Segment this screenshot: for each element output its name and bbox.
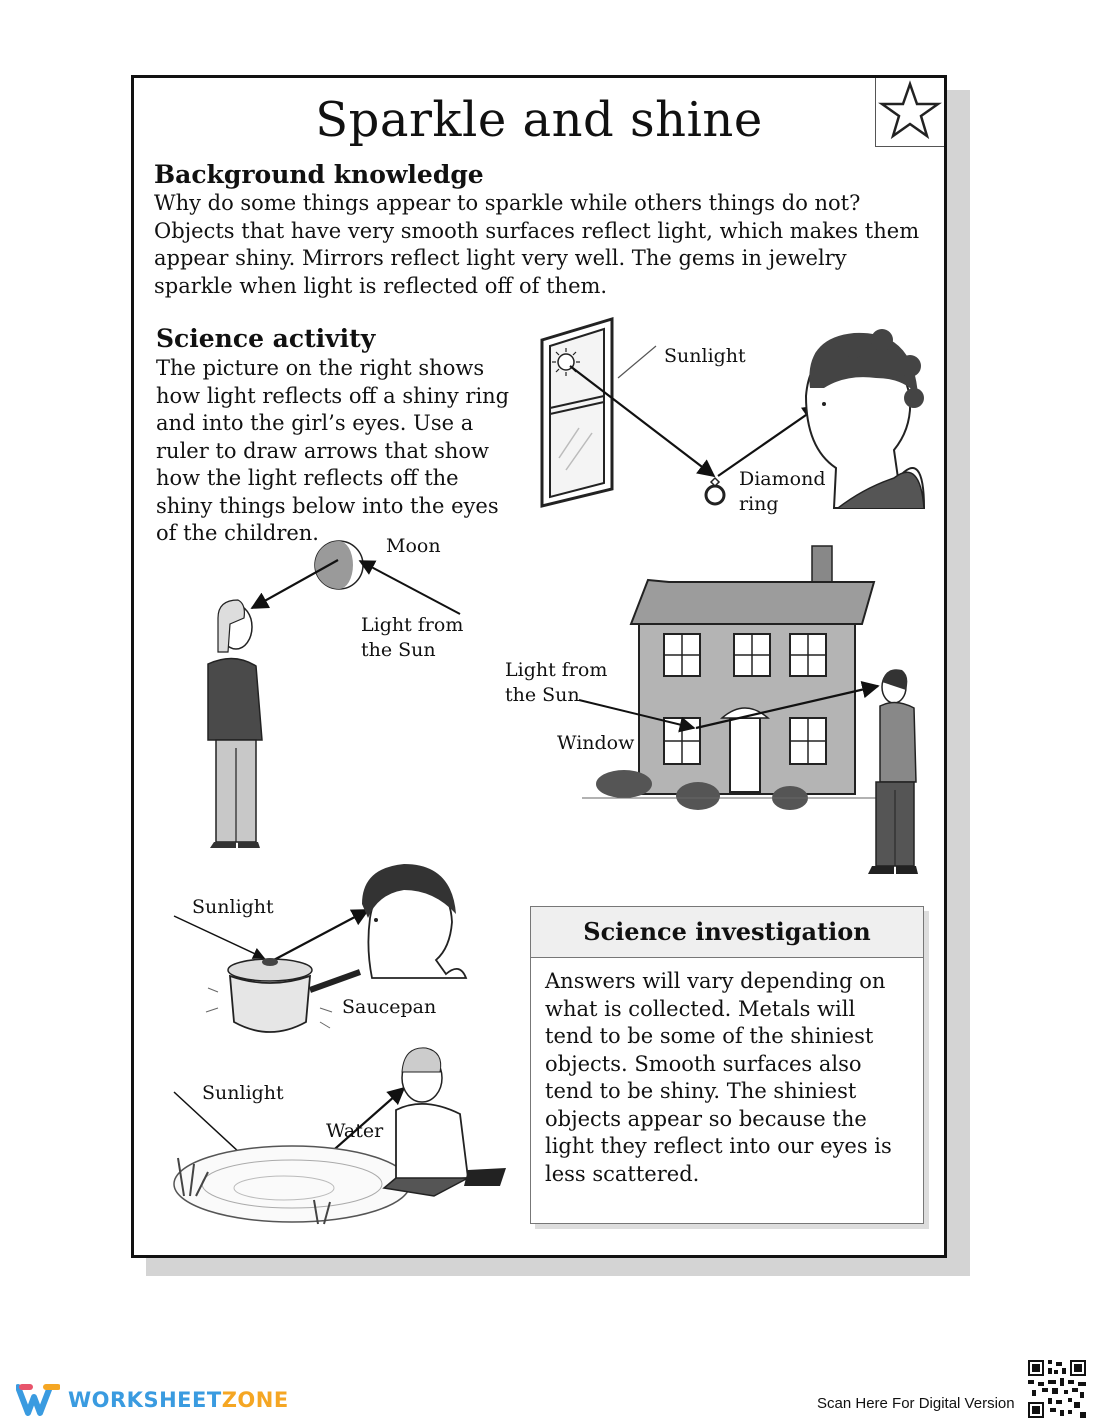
water-pond-drawing — [174, 1146, 410, 1224]
page-title: Sparkle and shine — [315, 92, 763, 148]
investigation-box — [530, 906, 924, 1224]
worksheet-frame — [131, 75, 947, 1258]
moon-drawing — [315, 541, 363, 589]
boy-standing-house-scene — [868, 669, 918, 874]
brand-name — [68, 1388, 289, 1412]
label-saucepan: Saucepan — [342, 996, 437, 1018]
investigation-heading: Science investigation — [531, 907, 923, 958]
worksheetzone-logo-icon — [16, 1383, 60, 1417]
label-diamond-ring: Diamond ring — [739, 468, 826, 515]
label-sunlight-saucepan: Sunlight — [192, 896, 274, 918]
house-drawing — [582, 546, 894, 810]
label-light-from-sun-moon: Light from the Sun — [361, 614, 464, 661]
label-sunlight-water: Sunlight — [202, 1082, 284, 1104]
label-window: Window — [557, 732, 635, 754]
activity-text: The picture on the right shows how light reflects off a shiny ring and into the girl’s eyes. Use a ruler to draw arrows that show how the light reflects off the shiny things below into the eyes of the children. — [156, 356, 510, 545]
saucepan-drawing — [206, 958, 360, 1032]
diamond-ring-icon — [706, 478, 724, 504]
background-text: Why do some things appear to sparkle while others things do not? Objects that have very smooth surfaces reflect light, which makes them appear shiny. Mirrors reflect light very well. The gems in jewelry sparkle when light is reflected off of them. — [154, 191, 920, 298]
label-moon: Moon — [386, 535, 441, 557]
boy-kneeling-water-scene — [384, 1048, 506, 1196]
investigation-text: Answers will vary depending on what is collected. Metals will tend to be some of the shiniest objects. Smooth surfaces also tend to be shiny. The shiniest objects appear so because the light they reflect into our eyes is less scattered. — [545, 969, 892, 1186]
qr-code-icon[interactable] — [1028, 1360, 1086, 1418]
brand-part2: ZONE — [221, 1388, 289, 1412]
scan-text: Scan Here For Digital Version — [817, 1395, 1015, 1412]
brand-part1: WORKSHEET — [68, 1388, 222, 1412]
girl-looking-up — [208, 600, 262, 848]
activity-heading: Science activity — [156, 324, 376, 353]
label-water: Water — [326, 1120, 384, 1142]
boy-head-saucepan-scene — [362, 864, 466, 978]
worksheetzone-logo[interactable] — [16, 1380, 289, 1420]
label-sunlight-ring: Sunlight — [664, 345, 746, 367]
label-light-from-sun-house: Light from the Sun — [505, 659, 608, 706]
window-drawing — [542, 319, 612, 506]
background-heading: Background knowledge — [154, 160, 484, 189]
